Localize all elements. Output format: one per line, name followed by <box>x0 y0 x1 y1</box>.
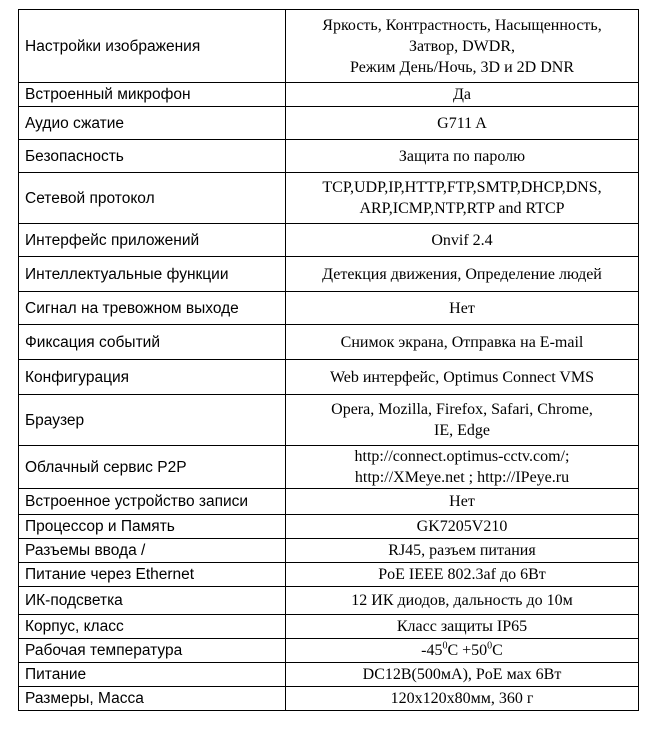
value-cell <box>286 515 639 539</box>
parameter-cell: Сигнал на тревожном выходе <box>19 292 286 325</box>
parameter-cell: Встроенное устройство записи <box>19 489 286 515</box>
degree-superscript: 0 <box>487 640 493 652</box>
value-line: G711 A <box>437 114 487 132</box>
value-cell <box>286 257 639 292</box>
table-row <box>19 615 639 639</box>
table-row <box>19 224 639 257</box>
parameter-cell: Рабочая температура <box>19 639 286 663</box>
parameter-cell: Конфигурация <box>19 360 286 395</box>
parameter-cell: Фиксация событий <box>19 325 286 360</box>
parameter-cell: Корпус, класс <box>19 615 286 639</box>
table-row <box>19 489 639 515</box>
value-line: Web интерфейс, Optimus Connect VMS <box>329 368 595 386</box>
value-line: Режим День/Ночь, 3D и 2D DNR <box>350 58 574 76</box>
value-line: Нет <box>449 493 475 510</box>
table-row <box>19 539 639 563</box>
table-row <box>19 292 639 325</box>
table-row <box>19 687 639 711</box>
value-cell <box>286 395 639 446</box>
value-cell <box>286 107 639 140</box>
value-line: DC12В(500мА), PoE мах 6Вт <box>362 666 562 683</box>
value-cell <box>286 292 639 325</box>
specifications-table <box>18 9 639 711</box>
parameter-cell: Безопасность <box>19 140 286 173</box>
degree-superscript: 0 <box>442 640 448 652</box>
temperature-text: C <box>492 642 503 659</box>
table-row <box>19 83 639 107</box>
value-cell <box>286 360 639 395</box>
value-cell <box>286 10 639 83</box>
value-cell <box>286 140 639 173</box>
table-row <box>19 639 639 663</box>
value-cell <box>286 639 639 663</box>
value-line: Защита по паролю <box>398 147 526 165</box>
value-line: Opera, Mozilla, Firefox, Safari, Chrome, <box>331 401 593 418</box>
parameter-cell: Встроенный микрофон <box>19 83 286 107</box>
value-cell <box>286 489 639 515</box>
value-cell <box>286 587 639 615</box>
parameter-cell: Браузер <box>19 395 286 446</box>
parameter-cell: Процессор и Память <box>19 515 286 539</box>
parameter-cell: Размеры, Масса <box>19 687 286 711</box>
value-line: Onvif 2.4 <box>431 231 493 249</box>
parameter-cell: Разъемы ввода / <box>19 539 286 563</box>
value-line: Затвор, DWDR, <box>408 37 516 55</box>
value-cell <box>286 325 639 360</box>
value-line: ARP,ICMP,NTP,RTP and RTCP <box>359 200 565 217</box>
value-line: 120x120x80мм, 360 г <box>390 690 534 707</box>
table-row <box>19 257 639 292</box>
value-cell <box>286 563 639 587</box>
parameter-cell: Облачный сервис P2P <box>19 446 286 489</box>
value-cell <box>286 173 639 224</box>
table-row <box>19 563 639 587</box>
value-line: http://connect.optimus-cctv.com/; <box>354 448 570 465</box>
parameter-cell: Настройки изображения <box>19 10 286 83</box>
value-line: RJ45, разъем питания <box>388 542 536 559</box>
value-line: http://XMeye.net ; http://IPeye.ru <box>354 469 570 486</box>
value-line: PoE IEEE 802.3af до 6Вт <box>378 566 546 583</box>
table-row <box>19 663 639 687</box>
value-cell <box>286 446 639 489</box>
table-row <box>19 587 639 615</box>
temperature-text: -45 <box>421 642 443 659</box>
table-row <box>19 446 639 489</box>
table-row <box>19 325 639 360</box>
temperature-text: C +50 <box>447 642 488 659</box>
value-cell <box>286 663 639 687</box>
parameter-cell: ИК-подсветка <box>19 587 286 615</box>
value-line: TCP,UDP,IP,HTTP,FTP,SMTP,DHCP,DNS, <box>322 179 602 196</box>
value-cell <box>286 615 639 639</box>
parameter-cell: Аудио сжатие <box>19 107 286 140</box>
table-row <box>19 140 639 173</box>
value-cell <box>286 539 639 563</box>
value-line: Нет <box>449 299 475 317</box>
value-line: 12 ИК диодов, дальность до 10м <box>351 592 573 609</box>
value-cell <box>286 83 639 107</box>
parameter-cell: Питание <box>19 663 286 687</box>
parameter-cell: Интерфейс приложений <box>19 224 286 257</box>
table-row <box>19 515 639 539</box>
table-row <box>19 395 639 446</box>
value-line: Яркость, Контрастность, Насыщенность, <box>322 16 602 34</box>
value-cell <box>286 687 639 711</box>
value-line: Класс защиты IP65 <box>396 618 528 635</box>
value-line: Снимок экрана, Отправка на E-mail <box>340 333 584 351</box>
parameter-cell: Питание через Ethernet <box>19 563 286 587</box>
value-line: Да <box>452 86 471 103</box>
value-cell <box>286 224 639 257</box>
value-line: GK7205V210 <box>416 518 508 535</box>
table-row <box>19 10 639 83</box>
parameter-cell: Сетевой протокол <box>19 173 286 224</box>
table-row <box>19 360 639 395</box>
value-line: Детекция движения, Определение людей <box>322 265 602 283</box>
table-row <box>19 173 639 224</box>
specifications-table-body <box>19 10 639 711</box>
parameter-cell: Интеллектуальные функции <box>19 257 286 292</box>
temperature-range <box>292 640 632 661</box>
value-line: IE, Edge <box>434 422 490 439</box>
table-row <box>19 107 639 140</box>
